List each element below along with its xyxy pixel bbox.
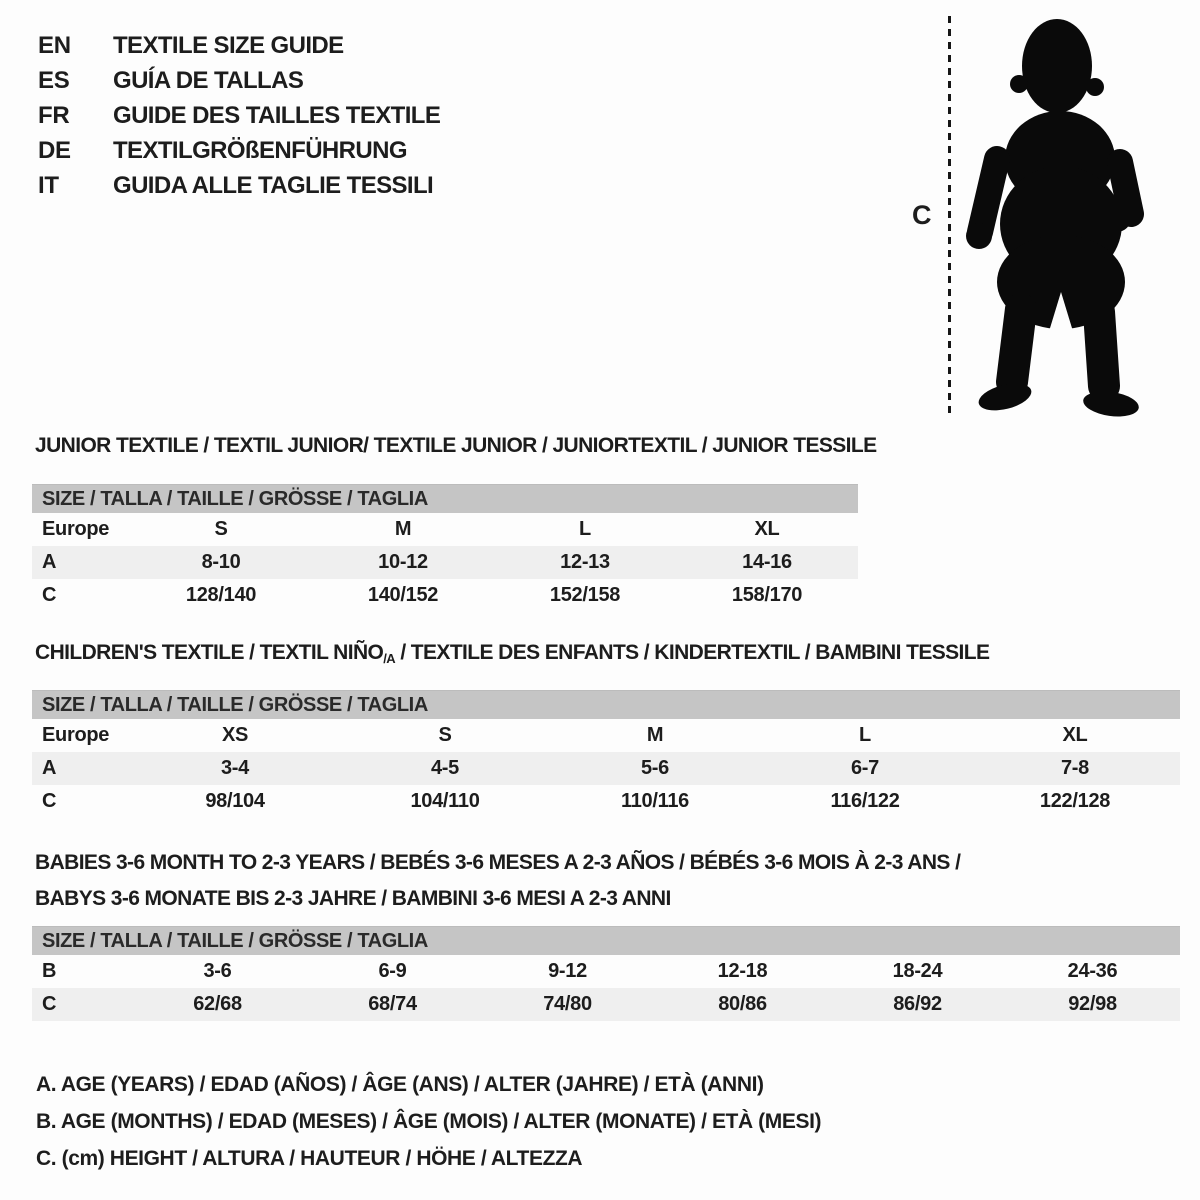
value-cell: 80/86 <box>718 993 767 1015</box>
language-row <box>38 63 440 98</box>
measure-legend <box>36 1066 821 1177</box>
size-header-label: SIZE / TALLA / TAILLE / GRÖSSE / TAGLIA <box>42 929 428 952</box>
language-code: ES <box>38 66 70 94</box>
row-label: C <box>42 790 57 812</box>
language-row <box>38 28 440 63</box>
value-cell: 74/80 <box>543 993 592 1015</box>
value-cell: 152/158 <box>549 584 621 606</box>
size-cell: XS <box>221 724 249 746</box>
language-code: IT <box>38 171 59 199</box>
value-cell: 110/116 <box>621 790 689 812</box>
legend-line-age-years: A. AGE (YEARS) / EDAD (AÑOS) / ÂGE (ANS) / ALTER (JAHRE) / ETÀ (ANNI) <box>36 1073 764 1096</box>
table-row <box>32 955 1180 988</box>
value-cell: 3-6 <box>203 960 232 982</box>
value-cell: 12-18 <box>717 960 768 982</box>
language-row <box>38 98 440 133</box>
height-dashed-line <box>948 16 951 416</box>
language-title: GUÍA DE TALLAS <box>113 66 304 94</box>
table-row <box>32 546 858 579</box>
value-cell: 92/98 <box>1068 993 1117 1015</box>
table-row <box>32 752 1180 785</box>
value-cell: 12-13 <box>560 551 610 573</box>
language-code: DE <box>38 136 71 164</box>
value-cell: 104/110 <box>410 790 480 812</box>
value-cell: 6-7 <box>850 757 879 779</box>
size-cell: XL <box>1062 724 1088 746</box>
value-cell: 158/170 <box>731 584 803 606</box>
height-figure <box>880 0 1200 430</box>
value-cell: 6-9 <box>378 960 407 982</box>
babies-section-title <box>35 845 960 917</box>
table-row <box>32 719 1180 752</box>
table-row <box>32 988 1180 1021</box>
children-title-part: CHILDREN'S TEXTILE / TEXTIL NIÑO <box>35 641 384 664</box>
language-code: EN <box>38 31 71 59</box>
babies-size-table <box>32 926 1180 1021</box>
row-label: Europe <box>42 518 110 540</box>
size-cell: L <box>859 724 871 746</box>
height-measure-label: C <box>912 200 932 230</box>
value-cell: 140/152 <box>367 584 439 606</box>
legend-line-age-months: B. AGE (MONTHS) / EDAD (MESES) / ÂGE (MOIS) / ALTER (MONATE) / ETÀ (MESI) <box>36 1110 822 1133</box>
language-code: FR <box>38 101 70 129</box>
table-row <box>32 785 1180 818</box>
value-cell: 24-36 <box>1067 960 1118 982</box>
value-cell: 9-12 <box>548 960 587 982</box>
language-title: GUIDA ALLE TAGLIE TESSILI <box>113 171 434 199</box>
size-cell: S <box>438 724 452 746</box>
junior-section-title: JUNIOR TEXTILE / TEXTIL JUNIOR/ TEXTILE JUNIOR / JUNIORTEXTIL / JUNIOR TESSILE <box>35 434 877 457</box>
language-title-list <box>38 28 440 203</box>
junior-size-table <box>32 484 858 612</box>
babies-title-line: BABIES 3-6 MONTH TO 2-3 YEARS / BEBÉS 3-6 MESES A 2-3 AÑOS / BÉBÉS 3-6 MOIS À 2-3 ANS / <box>35 851 961 874</box>
value-cell: 10-12 <box>378 551 428 573</box>
toddler-silhouette-icon <box>965 14 1150 419</box>
language-row <box>38 168 440 203</box>
value-cell: 116/122 <box>830 790 900 812</box>
language-title: TEXTILE SIZE GUIDE <box>113 31 344 59</box>
value-cell: 8-10 <box>201 551 241 573</box>
row-label: A <box>42 757 57 779</box>
size-cell: L <box>579 518 591 540</box>
value-cell: 18-24 <box>892 960 943 982</box>
legend-line-height: C. (cm) HEIGHT / ALTURA / HAUTEUR / HÖHE / ALTEZZA <box>36 1147 583 1170</box>
value-cell: 86/92 <box>893 993 942 1015</box>
value-cell: 3-4 <box>220 757 249 779</box>
size-cell: XL <box>754 518 780 540</box>
value-cell: 14-16 <box>742 551 792 573</box>
children-size-table <box>32 690 1180 818</box>
row-label: C <box>42 993 57 1015</box>
children-section-title <box>35 641 989 665</box>
table-row <box>32 513 858 546</box>
size-header-label: SIZE / TALLA / TAILLE / GRÖSSE / TAGLIA <box>42 487 428 510</box>
size-cell: S <box>214 518 228 540</box>
value-cell: 62/68 <box>193 993 242 1015</box>
size-header-bar <box>32 926 1180 955</box>
size-cell: M <box>646 724 664 746</box>
row-label: C <box>42 584 57 606</box>
babies-title-line: BABYS 3-6 MONATE BIS 2-3 JAHRE / BAMBINI 3-6 MESI A 2-3 ANNI <box>35 887 671 910</box>
size-cell: M <box>394 518 412 540</box>
size-header-bar <box>32 690 1180 719</box>
size-header-label: SIZE / TALLA / TAILLE / GRÖSSE / TAGLIA <box>42 693 428 716</box>
value-cell: 98/104 <box>205 790 265 812</box>
size-header-bar <box>32 484 858 513</box>
value-cell: 5-6 <box>640 757 669 779</box>
row-label: A <box>42 551 57 573</box>
row-label: B <box>42 960 57 982</box>
children-title-part: / TEXTILE DES ENFANTS / KINDERTEXTIL / BAMBINI TESSILE <box>395 641 990 664</box>
value-cell: 122/128 <box>1039 790 1111 812</box>
value-cell: 128/140 <box>185 584 257 606</box>
row-label: Europe <box>42 724 110 746</box>
value-cell: 7-8 <box>1060 757 1089 779</box>
language-title: GUIDE DES TAILLES TEXTILE <box>113 101 441 129</box>
language-title: TEXTILGRÖßENFÜHRUNG <box>113 136 407 164</box>
table-row <box>32 579 858 612</box>
language-row <box>38 133 440 168</box>
value-cell: 68/74 <box>368 993 417 1015</box>
value-cell: 4-5 <box>430 757 459 779</box>
children-title-subscript: /A <box>383 651 396 666</box>
